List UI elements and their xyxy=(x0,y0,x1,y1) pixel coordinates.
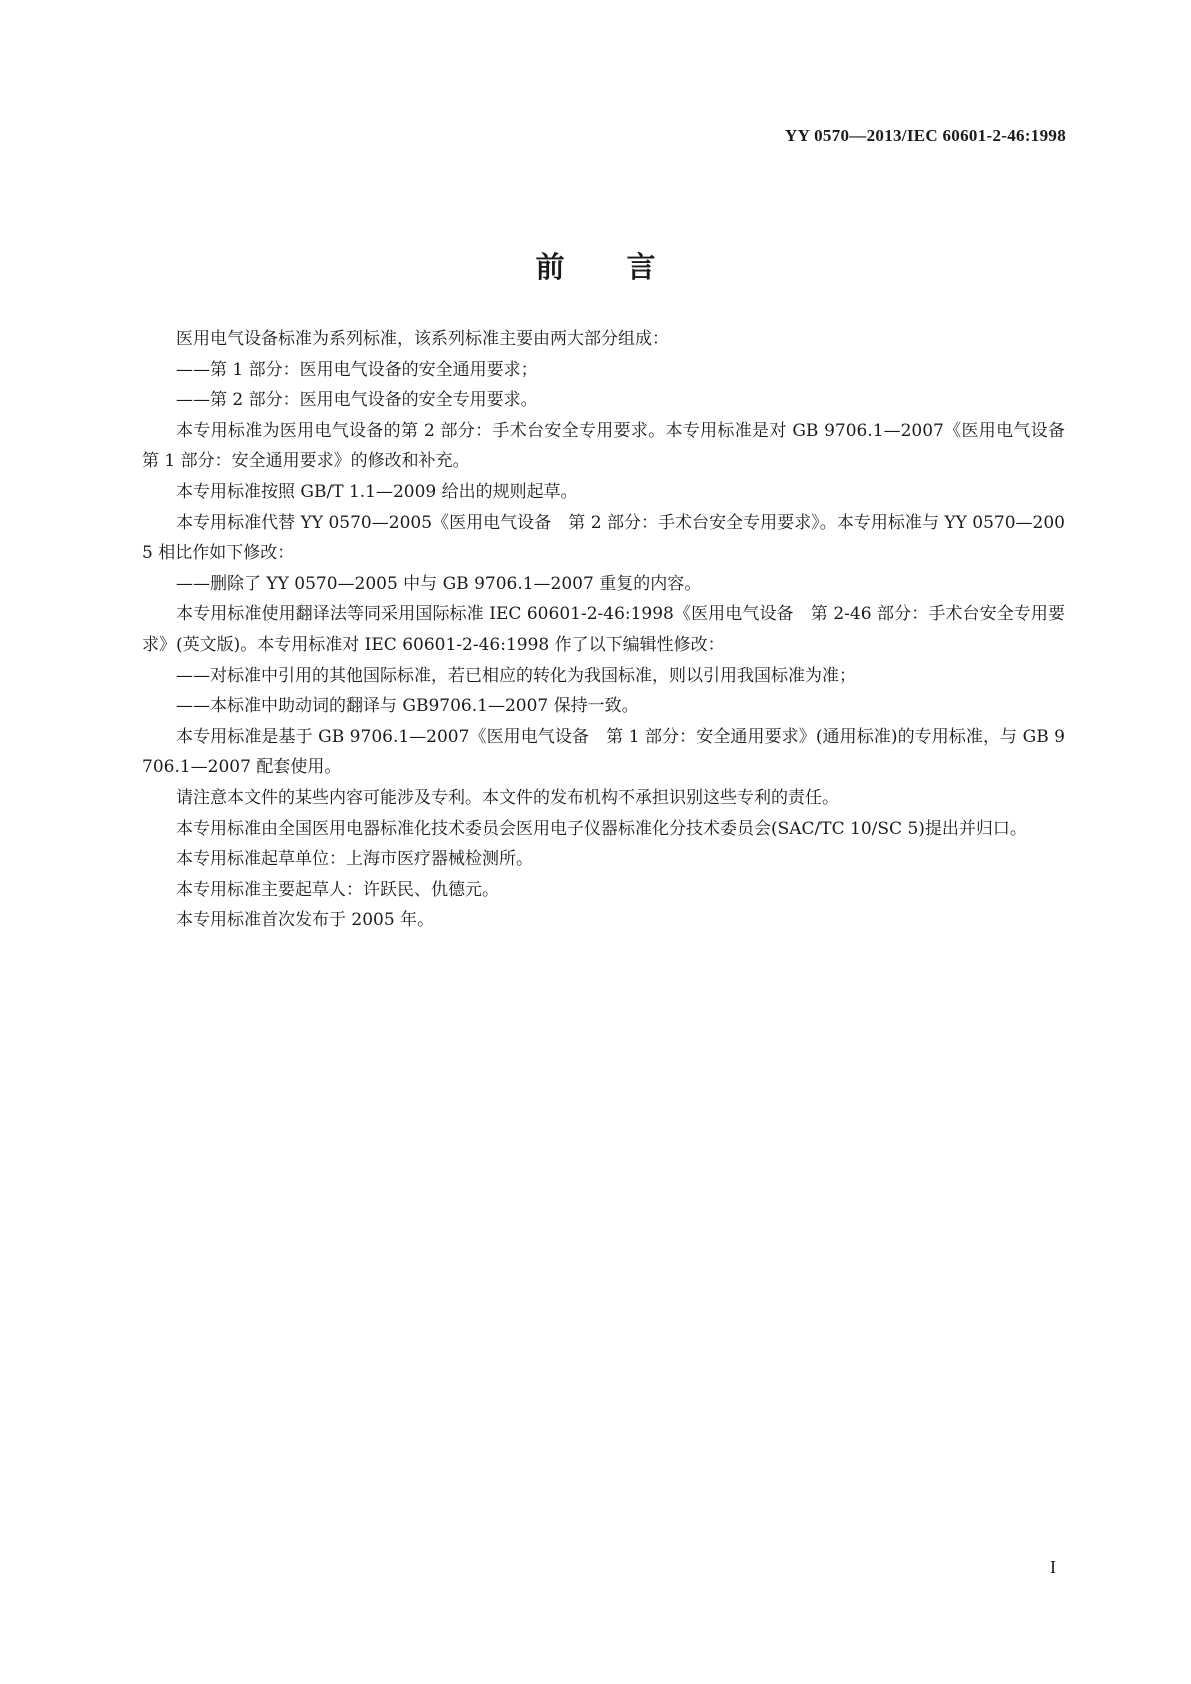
paragraph: 医用电气设备标准为系列标准，该系列标准主要由两大部分组成： xyxy=(176,329,669,349)
paragraph: 本专用标准为医用电气设备的第 2 部分：手术台安全专用要求。本专用标准是对 GB 9706.1—2007《医用电气设备 第 1 部分：安全通用要求》的修改和补充。 xyxy=(142,420,1082,472)
paragraph: 请注意本文件的某些内容可能涉及专利。本文件的发布机构不承担识别这些专利的责任。 xyxy=(176,787,839,808)
paragraph: 本专用标准起草单位：上海市医疗器械检测所。 xyxy=(176,849,533,870)
standard-code: YY 0570—2013/IEC 60601-2-46:1998 xyxy=(785,126,1066,145)
paragraph: 本专用标准由全国医用电器标准化技术委员会医用电子仪器标准化分技术委员会(SAC/TC 10/SC 5)提出并归口。 xyxy=(176,818,1027,839)
foreword-body xyxy=(142,324,1082,936)
paragraph: ——删除了 YY 0570—2005 中与 GB 9706.1—2007 重复的内容。 xyxy=(176,573,702,594)
page-number: I xyxy=(1050,1557,1056,1577)
paragraph: ——对标准中引用的其他国际标准，若已相应的转化为我国标准，则以引用我国标准为准； xyxy=(176,665,856,686)
paragraph: ——第 1 部分：医用电气设备的安全通用要求； xyxy=(176,359,538,380)
paragraph: 本专用标准按照 GB/T 1.1—2009 给出的规则起草。 xyxy=(176,481,578,502)
paragraph: 本专用标准代替 YY 0570—2005《医用电气设备 第 2 部分：手术台安全专用要求》。本专用标准与 YY 0570—2005 相比作如下修改： xyxy=(142,512,1065,564)
paragraph: 本专用标准主要起草人：许跃民、仇德元。 xyxy=(176,879,499,900)
paragraph: ——第 2 部分：医用电气设备的安全专用要求。 xyxy=(176,390,538,411)
page-title: 前言 xyxy=(535,250,718,285)
paragraph: ——本标准中助动词的翻译与 GB9706.1—2007 保持一致。 xyxy=(176,696,639,717)
paragraph: 本专用标准使用翻译法等同采用国际标准 IEC 60601-2-46:1998《医用电气设备 第 2-46 部分：手术台安全专用要求》(英文版)。本专用标准对 IEC 60601-2-46:1998 作了以下编辑性修改： xyxy=(142,604,1065,655)
paragraph: 本专用标准是基于 GB 9706.1—2007《医用电气设备 第 1 部分：安全通用要求》(通用标准)的专用标准，与 GB 9706.1—2007 配套使用。 xyxy=(142,726,1065,778)
paragraph: 本专用标准首次发布于 2005 年。 xyxy=(176,910,435,931)
